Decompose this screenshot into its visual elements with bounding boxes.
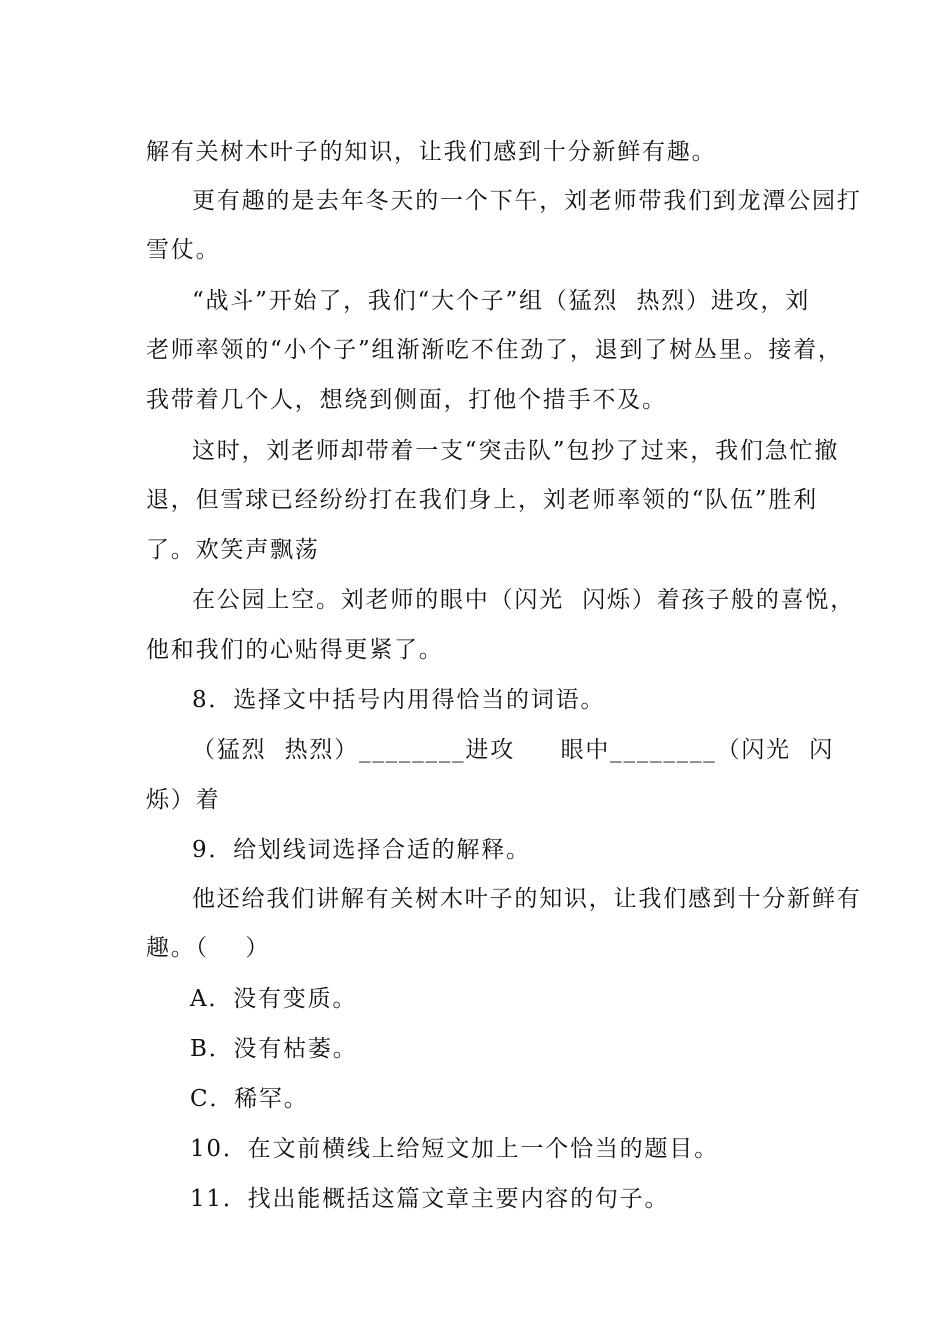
question-11: 11．找出能概括这篇文章主要内容的句子。	[190, 1186, 670, 1212]
question-8-blanks: （猛烈 热烈）________进攻 眼中________（闪光 闪	[192, 737, 834, 763]
paragraph-line: 雪仗。	[146, 237, 221, 263]
option-a: A．没有变质。	[190, 986, 358, 1012]
option-c: C．稀罕。	[190, 1086, 309, 1112]
paragraph-line: 在公园上空。刘老师的眼中（闪光 闪烁）着孩子般的喜悦，	[192, 587, 856, 613]
paragraph-line: 这时，刘老师却带着一支“突击队”包抄了过来，我们急忙撤	[192, 438, 840, 464]
paragraph-line: 我带着几个人，想绕到侧面，打他个措手不及。	[146, 387, 667, 413]
paragraph-line: 解有关树木叶子的知识，让我们感到十分新鲜有趣。	[146, 139, 717, 165]
paragraph-line: 退，但雪球已经纷纷打在我们身上，刘老师率领的“队伍”胜利	[146, 487, 818, 513]
paragraph-line: 更有趣的是去年冬天的一个下午，刘老师带我们到龙潭公园打	[192, 188, 862, 214]
question-9: 9．给划线词选择合适的解释。	[192, 837, 531, 863]
question-9-sentence: 他还给我们讲解有关树木叶子的知识，让我们感到十分新鲜有	[192, 886, 862, 912]
question-8: 8．选择文中括号内用得恰当的词语。	[192, 687, 606, 713]
question-10: 10．在文前横线上给短文加上一个恰当的题目。	[190, 1136, 719, 1162]
paragraph-line: “战斗”开始了，我们“大个子”组（猛烈 热烈）进攻，刘	[192, 288, 811, 314]
paragraph-line: 他和我们的心贴得更紧了。	[146, 637, 444, 663]
question-8-blanks-cont: 烁）着	[146, 787, 221, 813]
option-b: B．没有枯萎。	[190, 1036, 358, 1062]
question-9-sentence-cont: 趣。（ ）	[146, 935, 271, 961]
paragraph-line: 老师率领的“小个子”组渐渐吃不住劲了，退到了树丛里。接着，	[146, 337, 843, 363]
paragraph-line: 了。欢笑声飘荡	[146, 537, 320, 563]
